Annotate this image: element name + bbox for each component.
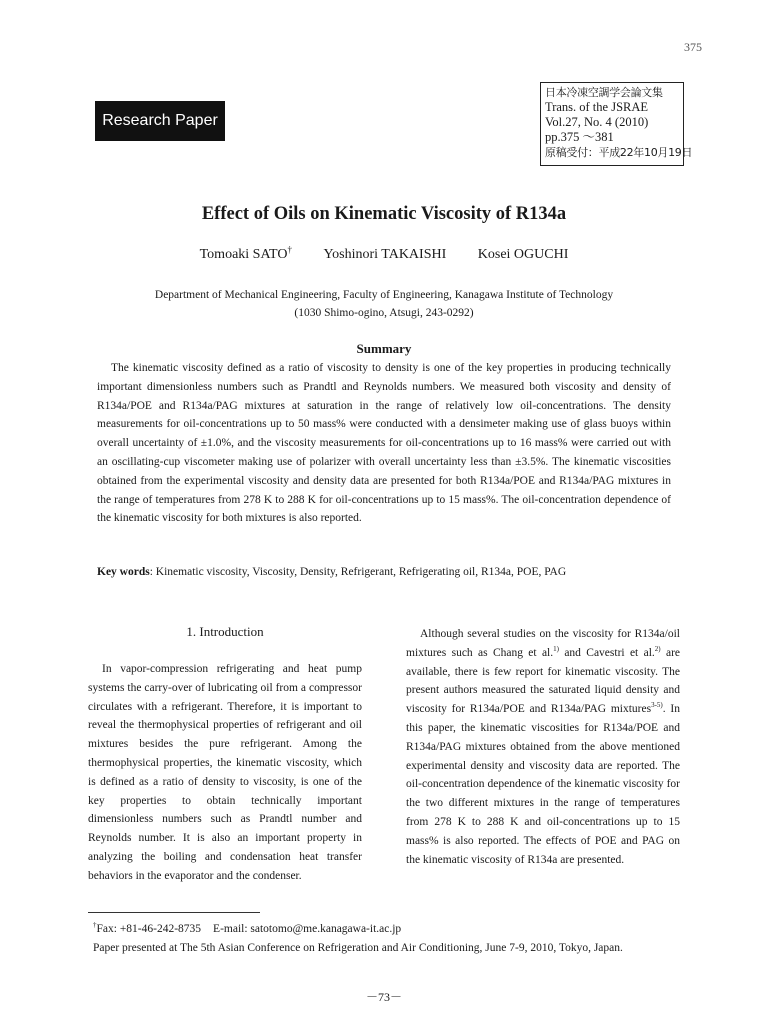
affiliation: [0, 286, 768, 322]
intro-p2-part-a: Although several studies on the viscosity for R134a/oil mixtures such as Chang et al.: [406, 628, 680, 659]
journal-received-date: 原稿受付：平成22年10月19日: [545, 146, 693, 159]
author-1: [199, 244, 292, 262]
summary-heading: Summary: [356, 341, 412, 356]
intro-p2-part-d: . In this paper, the kinematic viscosities for R134a/POE and R134a/PAG mixtures obtained from the above mentioned experimental density and viscosity data are reported. The oil-concentration dependence of the kinematic viscosity for the two different mixtures in the range of temperatures from 278 K to 288 K and oil-concentrations up to 15 mass% is also reported. The effects of POE and PAG on the kinematic viscosity of R134a are presented.: [406, 703, 680, 866]
research-paper-badge: Research Paper: [95, 101, 225, 141]
author-1-footnote-mark: †: [287, 244, 292, 254]
author-2: Yoshinori TAKAISHI: [323, 246, 447, 262]
footnote-email: E-mail: satotomo@me.kanagawa-it.ac.jp: [213, 922, 402, 935]
keywords-label: Key words: [97, 566, 150, 578]
intro-p2-part-b: and Cavestri et al.: [558, 646, 655, 659]
journal-name-jp: 日本冷凍空調学会論文集: [545, 86, 663, 99]
left-column: [88, 624, 362, 886]
footnote-divider: [88, 912, 260, 913]
journal-volume: Vol.27, No. 4 (2010): [545, 115, 649, 129]
affiliation-line-2: (1030 Shimo-ogino, Atsugi, 243-0292): [294, 307, 474, 319]
author-1-name: Tomoaki SATO: [199, 246, 288, 262]
footnotes: [93, 916, 687, 958]
footnote-mark: †: [93, 921, 97, 929]
keywords-text: : Kinematic viscosity, Viscosity, Density, Refrigerant, Refrigerating oil, R134a, POE, PAG: [149, 566, 567, 578]
paper-title: Effect of Oils on Kinematic Viscosity of R134a: [201, 204, 567, 224]
citation-ref-3: 3-5): [651, 701, 663, 710]
page-number-bottom: －73－: [365, 990, 402, 1004]
journal-info-box: [540, 82, 693, 166]
footnote-fax: Fax: +81-46-242-8735: [96, 922, 202, 935]
intro-paragraph-1: In vapor-compression refrigerating and heat pump systems the carry-over of lubricating oil from a compressor circulates with a refrigerant. Therefore, it is important to reveal the thermophysical properties of refrigerant and oil mixtures besides the pure refrigerant. Among the thermophysical properties, the kinematic viscosity, which is defined as a ratio of density to viscosity, is one of the key properties to obtain technically important dimensionless numbers such as Prandtl number and Reynolds number. It is also an important property in analyzing the boiling and condensation heat transfer behaviors in the evaporator and the condenser.: [88, 663, 362, 882]
intro-paragraph-2: [406, 625, 680, 869]
author-3: Kosei OGUCHI: [477, 246, 569, 262]
page-number-top: 375: [684, 40, 702, 54]
summary-text: The kinematic viscosity defined as a ratio of viscosity to density is one of the key properties in producing technically important dimensionless numbers such as Prandtl and Reynolds numbers. We measured both viscosity and density of R134a/POE and R134a/PAG mixtures at saturation in the range of relatively low oil-concentrations. The density measurements for oil-concentrations up to 50 mass% were conducted with a densimeter making use of glass buoys within overall uncertainty of ±1.0%, and the viscosity measurements for oil-concentrations up to 16 mass% were carried out with an oscillating-cup viscometer making use of polarizer with overall uncertainty less than ±3.5%. The kinematic viscosities obtained from the experimental viscosity and density data are presented for both R134a/POE and R134a/PAG mixtures in the range of temperatures from 278 K to 288 K for oil-concentrations up to 15 mass%. The oil-concentration dependence of the kinematic viscosity for both mixtures is also reported.: [97, 362, 671, 525]
footnote-contact: [93, 916, 687, 939]
footnote-presented: Paper presented at The 5th Asian Conference on Refrigeration and Air Conditioning, June 7-9, 2010, Tokyo, Japan.: [93, 941, 623, 954]
citation-ref-1: 1): [553, 644, 559, 653]
journal-pages: pp.375 ～381: [545, 130, 614, 144]
affiliation-line-1: Department of Mechanical Engineering, Faculty of Engineering, Kanagawa Institute of Technology: [154, 289, 614, 301]
introduction-heading: 1. Introduction: [186, 624, 264, 639]
keywords: [97, 566, 677, 578]
author-list: [0, 244, 768, 263]
journal-name-en: Trans. of the JSRAE: [545, 100, 649, 114]
right-column: [406, 625, 680, 869]
intro-p2-part-c: are available, there is few report for kinematic viscosity. The present authors measured the saturated liquid density and viscosity for R134a/POE and R134a/PAG mixtures: [406, 646, 681, 716]
citation-ref-2: 2): [654, 644, 661, 653]
